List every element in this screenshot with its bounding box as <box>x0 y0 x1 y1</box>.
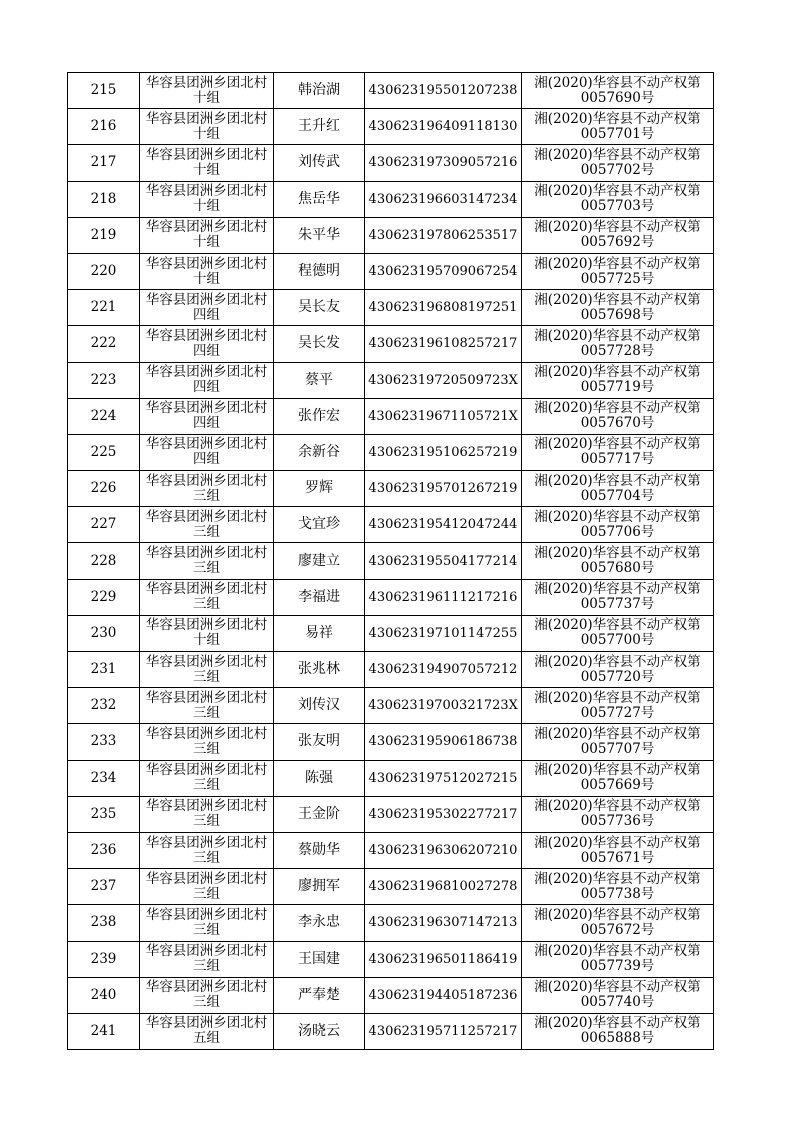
address-cell: 华容县团洲乡团北村三组 <box>140 579 274 615</box>
owner-name-cell: 吴长友 <box>274 290 365 326</box>
certificate-number-cell: 湘(2020)华容县不动产权第0057672号 <box>522 905 714 941</box>
id-number-cell: 430623195302277217 <box>365 796 522 832</box>
owner-name-cell: 汤晓云 <box>274 1013 365 1049</box>
row-number-cell: 217 <box>68 145 140 181</box>
address-cell: 华容县团洲乡团北村四组 <box>140 398 274 434</box>
id-number-cell: 430623194907057212 <box>365 652 522 688</box>
row-number-cell: 233 <box>68 724 140 760</box>
address-cell: 华容县团洲乡团北村四组 <box>140 362 274 398</box>
certificate-number-cell: 湘(2020)华容县不动产权第0057727号 <box>522 688 714 724</box>
table-row <box>68 543 714 579</box>
row-number-cell: 221 <box>68 290 140 326</box>
owner-name-cell: 李福进 <box>274 579 365 615</box>
certificate-number-cell: 湘(2020)华容县不动产权第0057701号 <box>522 109 714 145</box>
owner-name-cell: 刘传汉 <box>274 688 365 724</box>
row-number-cell: 223 <box>68 362 140 398</box>
certificate-number-cell: 湘(2020)华容县不动产权第0057669号 <box>522 760 714 796</box>
address-cell: 华容县团洲乡团北村十组 <box>140 109 274 145</box>
owner-name-cell: 程德明 <box>274 253 365 289</box>
owner-name-cell: 廖拥军 <box>274 869 365 905</box>
owner-name-cell: 李永忠 <box>274 905 365 941</box>
table-row <box>68 145 714 181</box>
id-number-cell: 430623196111217216 <box>365 579 522 615</box>
owner-name-cell: 严奉楚 <box>274 977 365 1013</box>
address-cell: 华容县团洲乡团北村三组 <box>140 760 274 796</box>
table-body <box>68 73 714 1050</box>
owner-name-cell: 王国建 <box>274 941 365 977</box>
row-number-cell: 222 <box>68 326 140 362</box>
certificate-number-cell: 湘(2020)华容县不动产权第0057725号 <box>522 253 714 289</box>
row-number-cell: 220 <box>68 253 140 289</box>
certificate-number-cell: 湘(2020)华容县不动产权第0057720号 <box>522 652 714 688</box>
row-number-cell: 228 <box>68 543 140 579</box>
certificate-number-cell: 湘(2020)华容县不动产权第0057707号 <box>522 724 714 760</box>
address-cell: 华容县团洲乡团北村三组 <box>140 652 274 688</box>
table-row <box>68 579 714 615</box>
id-number-cell: 430623195412047244 <box>365 507 522 543</box>
table-row <box>68 507 714 543</box>
id-number-cell: 430623194405187236 <box>365 977 522 1013</box>
owner-name-cell: 朱平华 <box>274 217 365 253</box>
id-number-cell: 430623195106257219 <box>365 434 522 470</box>
address-cell: 华容县团洲乡团北村三组 <box>140 543 274 579</box>
address-cell: 华容县团洲乡团北村五组 <box>140 1013 274 1049</box>
address-cell: 华容县团洲乡团北村十组 <box>140 253 274 289</box>
address-cell: 华容县团洲乡团北村十组 <box>140 181 274 217</box>
certificate-number-cell: 湘(2020)华容县不动产权第0057717号 <box>522 434 714 470</box>
table-row <box>68 869 714 905</box>
row-number-cell: 237 <box>68 869 140 905</box>
address-cell: 华容县团洲乡团北村十组 <box>140 145 274 181</box>
certificate-number-cell: 湘(2020)华容县不动产权第0057706号 <box>522 507 714 543</box>
certificate-number-cell: 湘(2020)华容县不动产权第0057736号 <box>522 796 714 832</box>
certificate-number-cell: 湘(2020)华容县不动产权第0057739号 <box>522 941 714 977</box>
id-number-cell: 430623195504177214 <box>365 543 522 579</box>
certificate-number-cell: 湘(2020)华容县不动产权第0057740号 <box>522 977 714 1013</box>
certificate-number-cell: 湘(2020)华容县不动产权第0057728号 <box>522 326 714 362</box>
row-number-cell: 226 <box>68 471 140 507</box>
id-number-cell: 43062319700321723X <box>365 688 522 724</box>
table-row <box>68 615 714 651</box>
owner-name-cell: 张友明 <box>274 724 365 760</box>
id-number-cell: 430623196409118130 <box>365 109 522 145</box>
id-number-cell: 430623196808197251 <box>365 290 522 326</box>
table-row <box>68 73 714 109</box>
id-number-cell: 430623197512027215 <box>365 760 522 796</box>
address-cell: 华容县团洲乡团北村三组 <box>140 507 274 543</box>
id-number-cell: 43062319671105721X <box>365 398 522 434</box>
row-number-cell: 240 <box>68 977 140 1013</box>
table-row <box>68 217 714 253</box>
address-cell: 华容县团洲乡团北村三组 <box>140 688 274 724</box>
table-row <box>68 652 714 688</box>
row-number-cell: 230 <box>68 615 140 651</box>
certificate-number-cell: 湘(2020)华容县不动产权第0057719号 <box>522 362 714 398</box>
table-row <box>68 362 714 398</box>
id-number-cell: 430623196603147234 <box>365 181 522 217</box>
table-row <box>68 326 714 362</box>
owner-name-cell: 刘传武 <box>274 145 365 181</box>
certificate-number-cell: 湘(2020)华容县不动产权第0057671号 <box>522 832 714 868</box>
address-cell: 华容县团洲乡团北村三组 <box>140 724 274 760</box>
address-cell: 华容县团洲乡团北村四组 <box>140 326 274 362</box>
table-row <box>68 471 714 507</box>
owner-name-cell: 罗辉 <box>274 471 365 507</box>
owner-name-cell: 焦岳华 <box>274 181 365 217</box>
certificate-number-cell: 湘(2020)华容县不动产权第0057670号 <box>522 398 714 434</box>
id-number-cell: 43062319720509723X <box>365 362 522 398</box>
address-cell: 华容县团洲乡团北村三组 <box>140 941 274 977</box>
address-cell: 华容县团洲乡团北村三组 <box>140 796 274 832</box>
certificate-number-cell: 湘(2020)华容县不动产权第0057702号 <box>522 145 714 181</box>
id-number-cell: 430623196307147213 <box>365 905 522 941</box>
row-number-cell: 231 <box>68 652 140 688</box>
address-cell: 华容县团洲乡团北村三组 <box>140 869 274 905</box>
table-row <box>68 398 714 434</box>
owner-name-cell: 戈宜珍 <box>274 507 365 543</box>
id-number-cell: 430623196108257217 <box>365 326 522 362</box>
owner-name-cell: 韩治湖 <box>274 73 365 109</box>
row-number-cell: 235 <box>68 796 140 832</box>
certificate-number-cell: 湘(2020)华容县不动产权第0057700号 <box>522 615 714 651</box>
id-number-cell: 430623196810027278 <box>365 869 522 905</box>
row-number-cell: 216 <box>68 109 140 145</box>
owner-name-cell: 吴长发 <box>274 326 365 362</box>
table-row <box>68 977 714 1013</box>
table-row <box>68 760 714 796</box>
row-number-cell: 215 <box>68 73 140 109</box>
row-number-cell: 225 <box>68 434 140 470</box>
id-number-cell: 430623195701267219 <box>365 471 522 507</box>
table-row <box>68 905 714 941</box>
owner-name-cell: 余新谷 <box>274 434 365 470</box>
address-cell: 华容县团洲乡团北村十组 <box>140 73 274 109</box>
table-row <box>68 941 714 977</box>
id-number-cell: 430623195906186738 <box>365 724 522 760</box>
row-number-cell: 241 <box>68 1013 140 1049</box>
table-row <box>68 688 714 724</box>
address-cell: 华容县团洲乡团北村三组 <box>140 977 274 1013</box>
certificate-number-cell: 湘(2020)华容县不动产权第0057690号 <box>522 73 714 109</box>
address-cell: 华容县团洲乡团北村四组 <box>140 434 274 470</box>
certificate-number-cell: 湘(2020)华容县不动产权第0057737号 <box>522 579 714 615</box>
owner-name-cell: 廖建立 <box>274 543 365 579</box>
certificate-number-cell: 湘(2020)华容县不动产权第0057692号 <box>522 217 714 253</box>
row-number-cell: 229 <box>68 579 140 615</box>
address-cell: 华容县团洲乡团北村三组 <box>140 905 274 941</box>
property-rights-table <box>67 72 714 1050</box>
row-number-cell: 224 <box>68 398 140 434</box>
certificate-number-cell: 湘(2020)华容县不动产权第0057698号 <box>522 290 714 326</box>
certificate-number-cell: 湘(2020)华容县不动产权第0065888号 <box>522 1013 714 1049</box>
row-number-cell: 227 <box>68 507 140 543</box>
owner-name-cell: 蔡勋华 <box>274 832 365 868</box>
row-number-cell: 236 <box>68 832 140 868</box>
owner-name-cell: 陈强 <box>274 760 365 796</box>
certificate-number-cell: 湘(2020)华容县不动产权第0057703号 <box>522 181 714 217</box>
owner-name-cell: 易祥 <box>274 615 365 651</box>
table-row <box>68 109 714 145</box>
table-row <box>68 434 714 470</box>
table-row <box>68 1013 714 1049</box>
id-number-cell: 430623195709067254 <box>365 253 522 289</box>
row-number-cell: 232 <box>68 688 140 724</box>
id-number-cell: 430623197309057216 <box>365 145 522 181</box>
address-cell: 华容县团洲乡团北村四组 <box>140 290 274 326</box>
address-cell: 华容县团洲乡团北村十组 <box>140 615 274 651</box>
id-number-cell: 430623195711257217 <box>365 1013 522 1049</box>
table-row <box>68 290 714 326</box>
table-row <box>68 796 714 832</box>
row-number-cell: 234 <box>68 760 140 796</box>
certificate-number-cell: 湘(2020)华容县不动产权第0057738号 <box>522 869 714 905</box>
certificate-number-cell: 湘(2020)华容县不动产权第0057680号 <box>522 543 714 579</box>
id-number-cell: 430623197806253517 <box>365 217 522 253</box>
table-row <box>68 253 714 289</box>
table-row <box>68 724 714 760</box>
address-cell: 华容县团洲乡团北村十组 <box>140 217 274 253</box>
id-number-cell: 430623196501186419 <box>365 941 522 977</box>
address-cell: 华容县团洲乡团北村三组 <box>140 832 274 868</box>
owner-name-cell: 蔡平 <box>274 362 365 398</box>
certificate-number-cell: 湘(2020)华容县不动产权第0057704号 <box>522 471 714 507</box>
id-number-cell: 430623195501207238 <box>365 73 522 109</box>
row-number-cell: 219 <box>68 217 140 253</box>
id-number-cell: 430623197101147255 <box>365 615 522 651</box>
owner-name-cell: 张兆林 <box>274 652 365 688</box>
row-number-cell: 218 <box>68 181 140 217</box>
row-number-cell: 239 <box>68 941 140 977</box>
row-number-cell: 238 <box>68 905 140 941</box>
table-row <box>68 181 714 217</box>
owner-name-cell: 张作宏 <box>274 398 365 434</box>
owner-name-cell: 王金阶 <box>274 796 365 832</box>
table-row <box>68 832 714 868</box>
address-cell: 华容县团洲乡团北村三组 <box>140 471 274 507</box>
id-number-cell: 430623196306207210 <box>365 832 522 868</box>
owner-name-cell: 王升红 <box>274 109 365 145</box>
